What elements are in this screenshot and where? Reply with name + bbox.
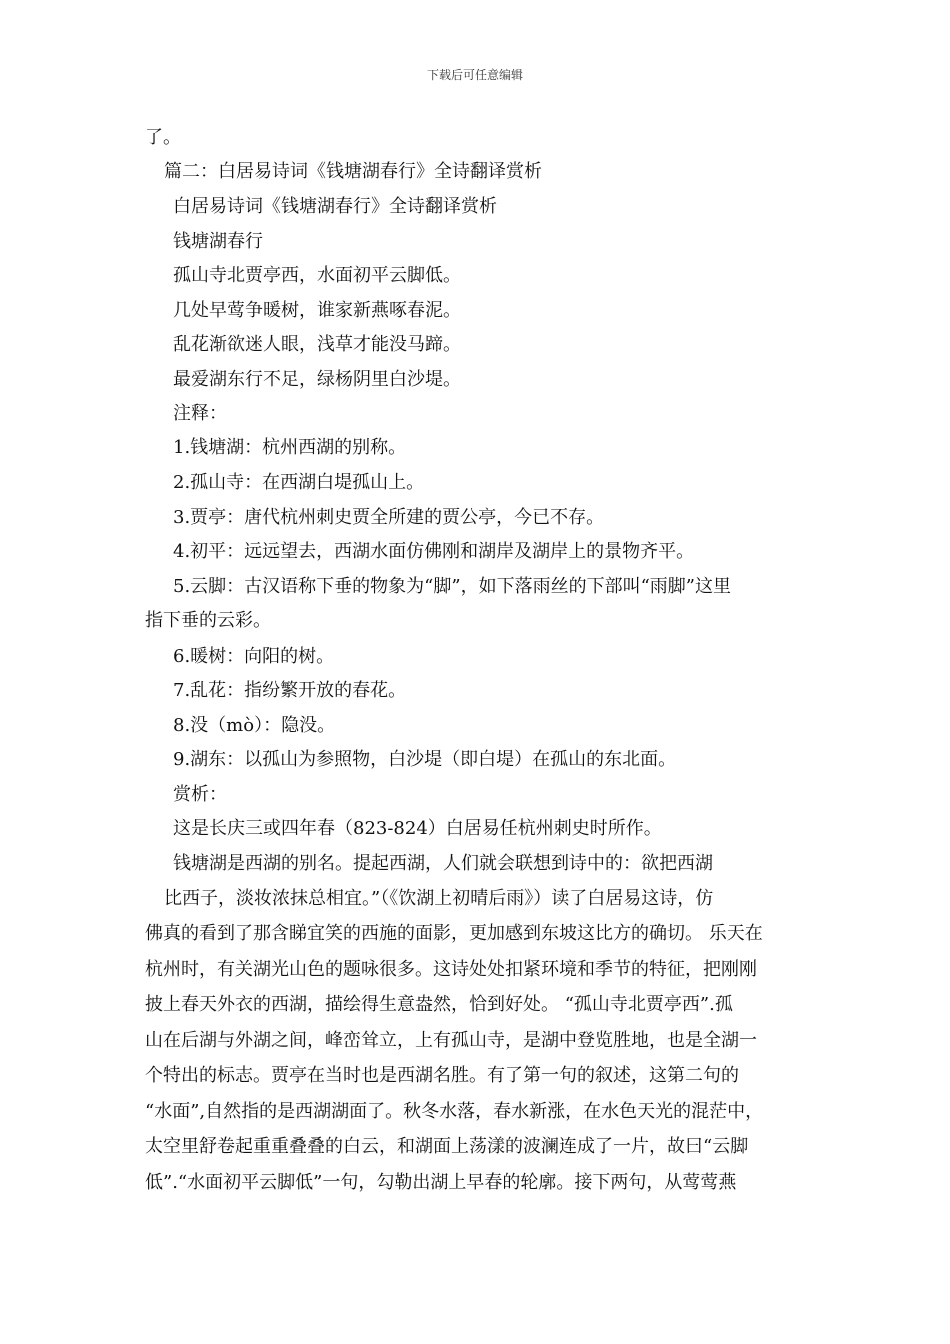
text-line: 这是长庆三或四年春（823-824）白居易任杭州刺史时所作。	[173, 818, 662, 839]
page-header: 下载后可任意编辑	[426, 68, 523, 82]
note-item: 7.乱花：指纷繁开放的春花。	[173, 680, 407, 701]
note-item: 4.初平：远远望去，西湖水面仿佛刚和湖岸及湖岸上的景物齐平。	[173, 541, 695, 562]
text-line: “水面”,自然指的是西湖湖面了。秋冬水落，春水新涨，在水色天光的混茫中，	[145, 1101, 764, 1122]
appreciation-heading: 赏析：	[173, 784, 227, 805]
text-line: 太空里舒卷起重重叠叠的白云，和湖面上荡漾的波澜连成了一片，故曰“云脚	[145, 1136, 749, 1157]
text-line: 杭州时，有关湖光山色的题咏很多。这诗处处扣紧环境和季节的特征，把刚刚	[145, 959, 757, 980]
poem-line: 乱花渐欲迷人眼，浅草才能没马蹄。	[173, 334, 461, 355]
notes-heading: 注释：	[173, 403, 227, 424]
article-title: 白居易诗词《钱塘湖春行》全诗翻译赏析	[173, 196, 497, 217]
note-item: 2.孤山寺：在西湖白堤孤山上。	[173, 472, 425, 493]
note-item: 3.贾亭：唐代杭州刺史贾全所建的贾公亭，今已不存。	[173, 507, 605, 528]
note-item: 9.湖东：以孤山为参照物，白沙堤（即白堤）在孤山的东北面。	[173, 749, 677, 770]
text-line: 山在后湖与外湖之间，峰峦耸立，上有孤山寺，是湖中登览胜地，也是全湖一	[145, 1030, 757, 1051]
poem-line: 最爱湖东行不足，绿杨阴里白沙堤。	[173, 369, 461, 390]
text-line: 了。	[145, 127, 181, 148]
text-line: 低”.“水面初平云脚低”一句，勾勒出湖上早春的轮廓。接下两句，从莺莺燕	[145, 1172, 737, 1193]
text-line: 个特出的标志。贾亭在当时也是西湖名胜。有了第一句的叙述，这第二句的	[145, 1065, 739, 1086]
note-item: 5.云脚：古汉语称下垂的物象为“脚”，如下落雨丝的下部叫“雨脚”这里	[173, 576, 731, 597]
section-heading: 篇二：白居易诗词《钱塘湖春行》全诗翻译赏析	[164, 161, 542, 182]
poem-line: 几处早莺争暖树，谁家新燕啄春泥。	[173, 300, 461, 321]
text-line: 披上春天外衣的西湖，描绘得生意盎然，恰到好处。 “孤山寺北贾亭西”.孤	[145, 994, 733, 1015]
poem-line: 孤山寺北贾亭西，水面初平云脚低。	[173, 265, 461, 286]
note-item: 1.钱塘湖：杭州西湖的别称。	[173, 437, 407, 458]
text-line: 比西子，淡妆浓抹总相宜。”（《饮湖上初晴后雨》）读了白居易这诗，仿	[164, 888, 714, 909]
poem-title: 钱塘湖春行	[173, 231, 263, 252]
text-line: 钱塘湖是西湖的别名。提起西湖，人们就会联想到诗中的：欲把西湖	[173, 853, 713, 874]
note-item: 8.没（mò）：隐没。	[173, 715, 336, 736]
note-item-continuation: 指下垂的云彩。	[145, 610, 271, 631]
text-line: 佛真的看到了那含睇宜笑的西施的面影，更加感到东坡这比方的确切。 乐天在	[145, 923, 763, 944]
note-item: 6.暖树：向阳的树。	[173, 646, 335, 667]
